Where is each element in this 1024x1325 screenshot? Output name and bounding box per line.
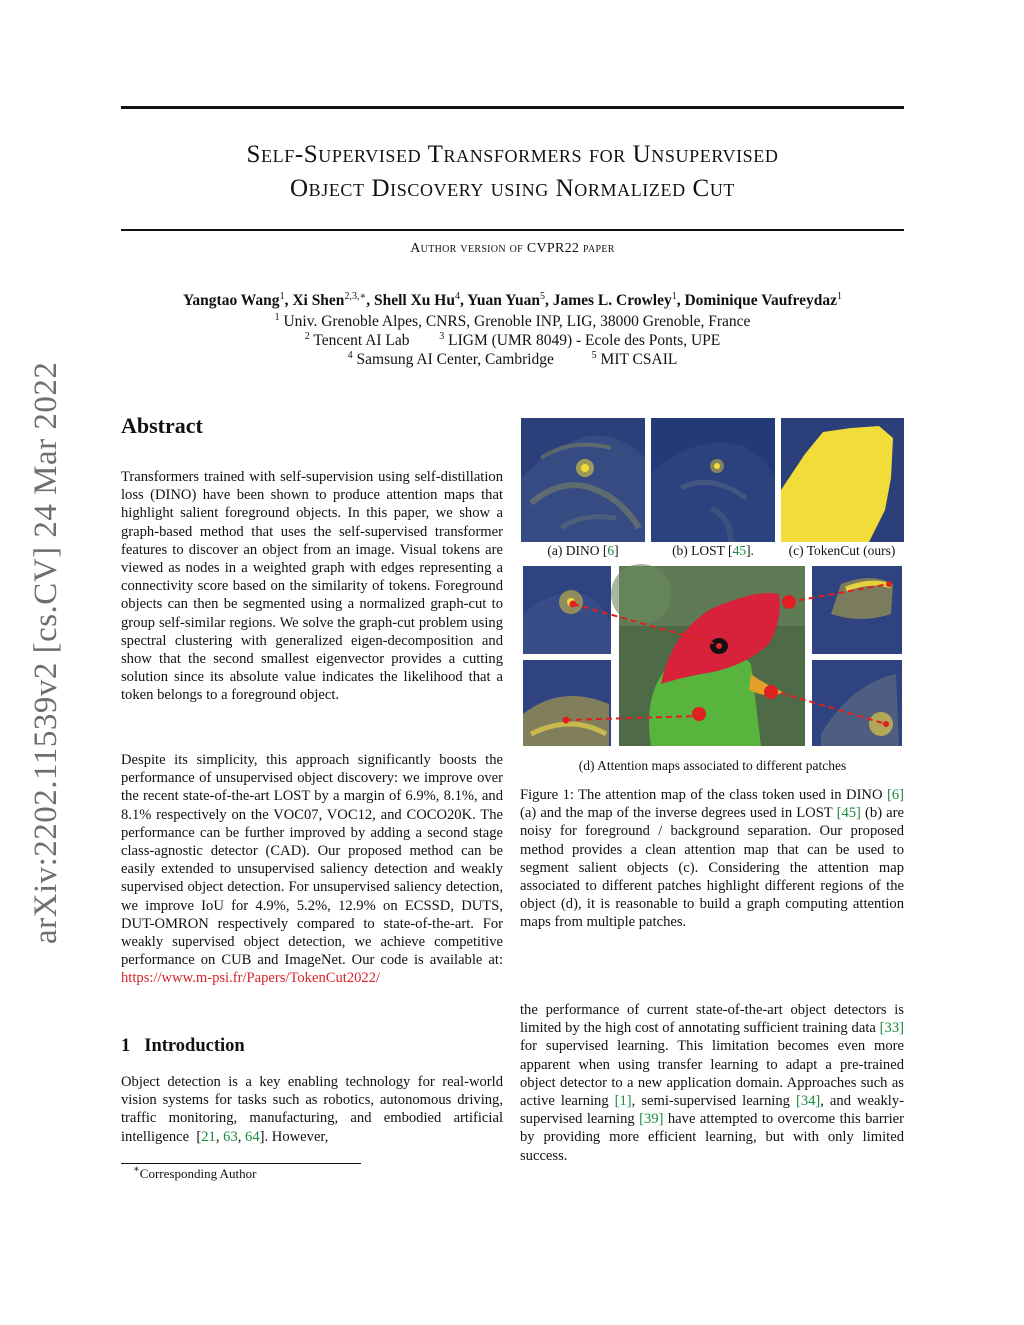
footnote-mark: ∗ bbox=[133, 1164, 140, 1175]
title-bottom-rule bbox=[121, 229, 904, 231]
subcaption-b-label: (b) LOST [ bbox=[672, 543, 733, 558]
subcaption-a-label: (a) DINO [ bbox=[547, 543, 608, 558]
figure-caption-label: Figure 1: bbox=[520, 787, 574, 803]
author-affil-mark: 5 bbox=[539, 291, 545, 302]
figure-caption: Figure 1: The attention map of the class token used in DINO [6] (a) and the map of the inverse degrees used in LOST [45] (b) are noisy for foreground / background separation. Our proposed method provides a clean attention map that can be used to segment salient objects (c). Considering the attention map associated to different patches highlight different regions of the object (d), it is reasonable to build a graph computing attention maps from multiple patches. bbox=[520, 787, 904, 931]
citation-link[interactable]: 63 bbox=[223, 1128, 238, 1145]
abstract-p2-text: Despite its simplicity, this approach significantly boosts the performance of unsupervised object discovery: we improve over the recent state-of-the-art LOST by a margin of 6.9%, 8.1%, and 8.1% respectively on the VOC07, VOC12, and COCO20K. The performance can be further improved by adding a second stage class-agnostic detector (CAD). Our proposed method can be easily extended to unsupervised saliency detection and weakly supervised object detection. For unsupervised saliency detection, we improve IoU for 4.9%, 5.2%, 12.9% on ECSSD, DUTS, DUT-OMRON respectively compared to state-of-the-art. For weakly supervised object detection, we achieve competitive performance on CUB and ImageNet. Our code is available at: bbox=[121, 752, 503, 969]
author-name: Shell Xu Hu bbox=[373, 292, 455, 309]
footnote-rule bbox=[121, 1163, 361, 1164]
section-title: Introduction bbox=[144, 1036, 245, 1056]
affiliation-line-1 bbox=[121, 313, 904, 331]
citation-link[interactable]: [6] bbox=[886, 787, 904, 803]
footnote-text: Corresponding Author bbox=[139, 1166, 257, 1181]
section-heading-introduction bbox=[121, 1036, 245, 1057]
figure-panel-b-lost-map bbox=[651, 418, 775, 542]
citation-link[interactable]: [33] bbox=[879, 1020, 904, 1037]
author-list: Yangtao Wang$^1$, Xi Shen$^{2,3,∗}$, Shell Xu Hu$^4$, Yuan Yuan$^5$, James L. Crowley$^1$, Dominique Vaufreydaz$^1$ bbox=[182, 291, 843, 309]
subcaption-a bbox=[521, 543, 645, 559]
patch-map-bottom-left bbox=[523, 660, 611, 746]
affil-mark: 3 bbox=[439, 331, 445, 342]
right-column-paragraph: the performance of current state-of-the-art object detectors is limited by the high cost of annotating sufficient training data [33] for supervised learning. This limitation becomes even more apparent when using transfer learning to adapt a pre-trained object detector to a new application domain. Approaches such as active learning [1], semi-supervised learning [34], and weakly-supervised learning [39] have attempted to overcome this barrier by providing more efficient learning, but with only limited success. bbox=[520, 1002, 904, 1164]
affil-mark: 4 bbox=[347, 350, 353, 361]
author-name: Yuan Yuan bbox=[467, 292, 540, 309]
dino-heatmap-image bbox=[521, 418, 645, 542]
code-url-link[interactable]: https://www.m-psi.fr/Papers/TokenCut2022/ bbox=[121, 970, 381, 987]
affil-text: Tencent AI Lab bbox=[313, 332, 410, 349]
citation-link[interactable]: 64 bbox=[245, 1128, 260, 1145]
title-line-1: Self-Supervised Transformers for Unsupervised bbox=[246, 141, 779, 168]
citation-link[interactable]: [45] bbox=[836, 805, 861, 822]
author-affil-mark: 1 bbox=[279, 291, 285, 302]
tokencut-mask-image bbox=[781, 418, 904, 542]
patch-map-bottom-right bbox=[812, 660, 902, 746]
paper-title bbox=[121, 138, 904, 206]
author-name: James L. Crowley bbox=[552, 292, 672, 309]
citation-link[interactable]: [34] bbox=[795, 1093, 821, 1110]
figure-panel-a-dino-attention bbox=[521, 418, 645, 542]
section-number: 1 bbox=[121, 1036, 131, 1056]
author-affil-mark: 1 bbox=[837, 291, 843, 302]
citation-link[interactable]: 6 bbox=[607, 543, 615, 558]
patch-map-top-right bbox=[812, 566, 902, 654]
abstract-paragraph-2 bbox=[121, 751, 503, 988]
author-name: Xi Shen bbox=[292, 292, 345, 309]
author-affil-mark: 1 bbox=[671, 291, 677, 302]
citation-link[interactable]: [1] bbox=[614, 1093, 632, 1110]
intro-text: Object detection is a key enabling technology for real-world vision systems for tasks such as robotics, autonomous driving, traffic monitoring, manufacturing, and embodied artificial intelligence bbox=[121, 1074, 503, 1145]
citation-link[interactable]: 21 bbox=[201, 1128, 216, 1145]
affiliation-line-3 bbox=[121, 351, 904, 369]
affil-mark: 1 bbox=[274, 312, 280, 323]
affil-mark: 5 bbox=[591, 350, 597, 361]
subcaption-b-end: ]. bbox=[746, 543, 754, 558]
abstract-heading: Abstract bbox=[121, 413, 203, 438]
affil-mark: 2 bbox=[304, 331, 310, 342]
citation-link[interactable]: 45 bbox=[732, 543, 747, 558]
author-name: Yangtao Wang bbox=[182, 292, 280, 309]
top-rule bbox=[121, 106, 904, 109]
affil-text: LIGM (UMR 8049) - Ecole des Ponts, UPE bbox=[448, 332, 721, 349]
subcaption-c: (c) TokenCut (ours) bbox=[788, 543, 896, 558]
author-affil-mark: 4 bbox=[454, 291, 460, 302]
subcaption-d: (d) Attention maps associated to different patches bbox=[578, 758, 847, 773]
arxiv-identifier: arXiv:2202.11539v2 [cs.CV] 24 Mar 2022 bbox=[28, 361, 64, 944]
affiliation-line-2 bbox=[121, 332, 904, 350]
figure-panel-c-tokencut-mask bbox=[781, 418, 904, 542]
title-line-2: Object Discovery using Normalized Cut bbox=[289, 175, 736, 202]
paper-subtitle: Author version of CVPR22 paper bbox=[410, 241, 615, 256]
lost-heatmap-image bbox=[651, 418, 775, 542]
attention-maps-composite bbox=[521, 564, 904, 748]
author-affil-mark: 2,3,∗ bbox=[344, 291, 367, 302]
intro-text-end: However, bbox=[271, 1128, 329, 1145]
footnote bbox=[133, 1166, 256, 1182]
author-name: Dominique Vaufreydaz bbox=[684, 292, 838, 309]
citation-link[interactable]: [39] bbox=[639, 1111, 664, 1128]
subcaption-a-end: ] bbox=[614, 543, 619, 558]
affil-text: MIT CSAIL bbox=[600, 351, 678, 368]
abstract-paragraph-1: Transformers trained with self-supervision using self-distillation loss (DINO) have been shown to produce attention maps that highlight salient foreground objects. In this paper, we show a graph-based method that uses the self-supervised transformer features to discover an object from an image. Visual tokens are viewed as nodes in a weighted graph with edges representing a connectivity score based on the similarity of tokens. Foreground objects can then be segmented using a normalized graph-cut to group self-similar regions. We solve the graph-cut problem using spectral clustering with generalized eigen-decomposition and show that the second smallest eigenvector provides a cutting solution since its absolute value indicates the likelihood that a token belongs to a foreground object. bbox=[121, 469, 503, 704]
intro-paragraph: Object detection is a key enabling technology for real-world vision systems for tasks such as robotics, autonomous driving, traffic monitoring, manufacturing, and embodied artificial intelligence [21, 63, 64]. However, bbox=[121, 1074, 503, 1145]
subcaption-b bbox=[651, 543, 775, 559]
figure-panel-d-attention-maps bbox=[521, 564, 904, 748]
affil-text: Univ. Grenoble Alpes, CNRS, Grenoble INP, LIG, 38000 Grenoble, France bbox=[283, 313, 751, 330]
affil-text: Samsung AI Center, Cambridge bbox=[356, 351, 554, 368]
